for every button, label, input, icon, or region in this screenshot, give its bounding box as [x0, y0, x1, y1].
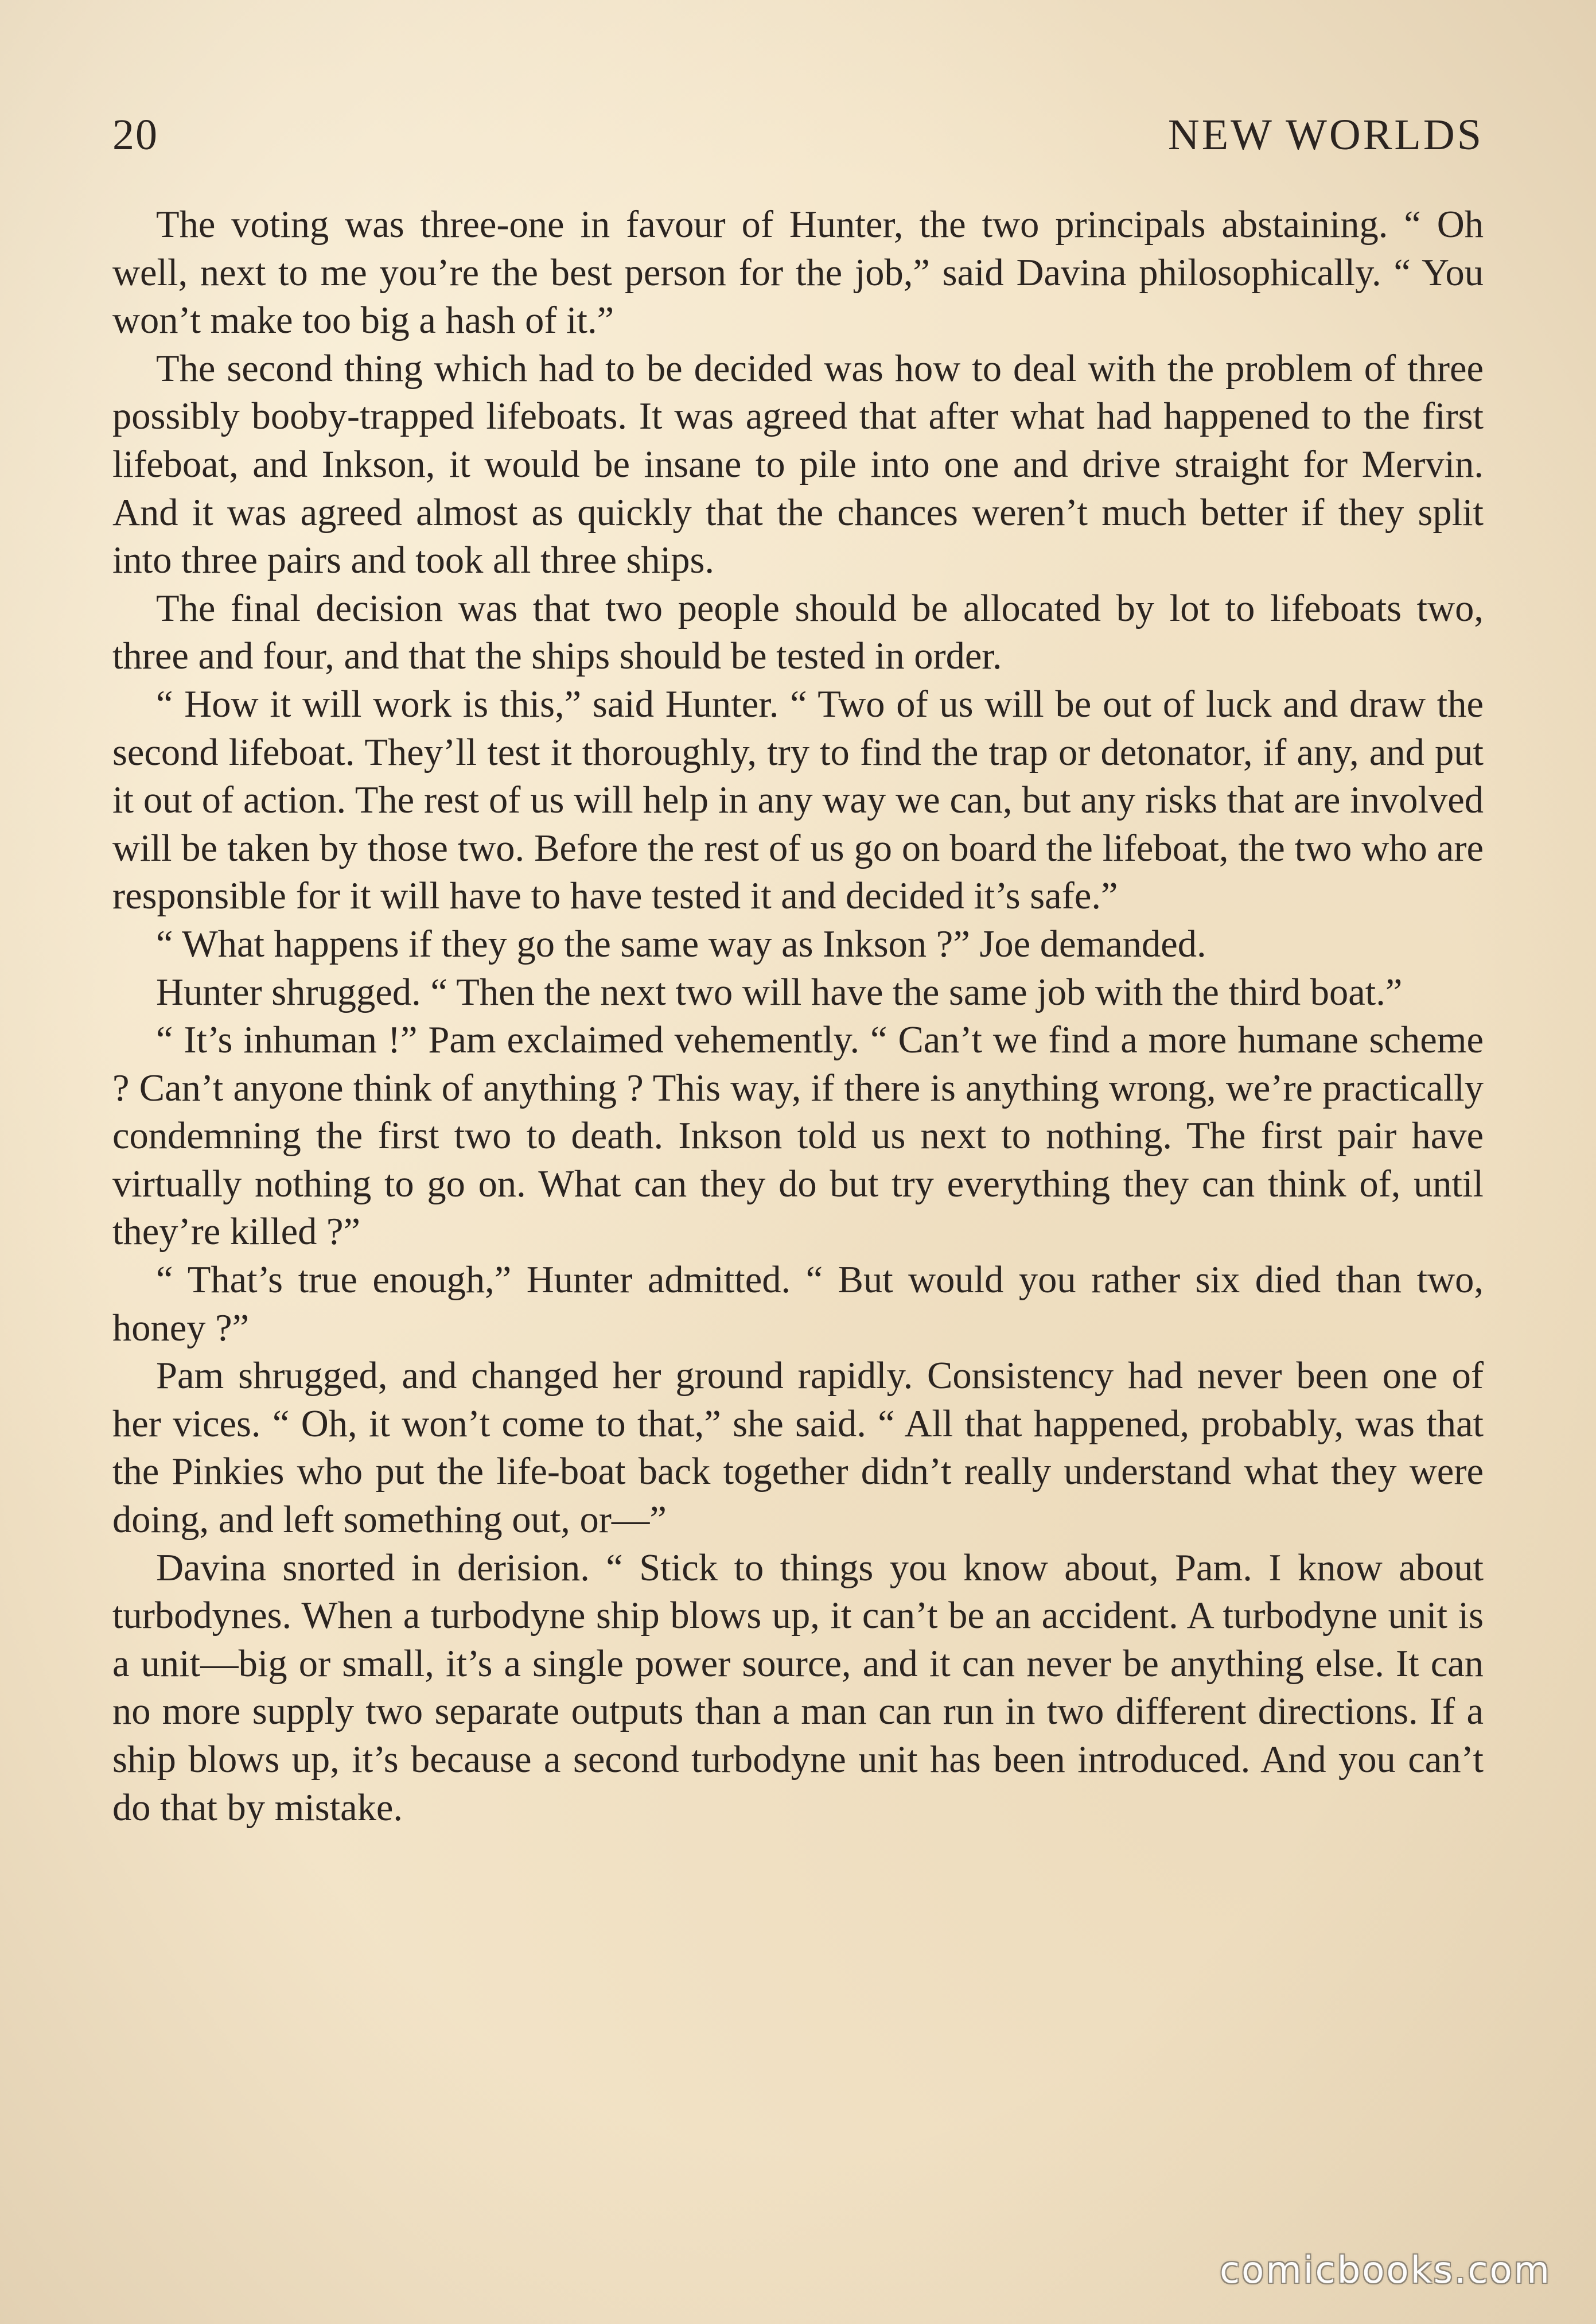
paragraph: Pam shrugged, and changed her ground rapidly. Consistency had never been one of her vices. “ Oh, it won’t come to that,” she said. “ All that happened, probably, was that the Pinkies who put the life-boat back together didn’t really understand what they were doing, and left something out, or—” [112, 1355, 1484, 1541]
paragraph: “ That’s true enough,” Hunter admitted. “ But would you rather six died than two, honey ?” [112, 1259, 1484, 1349]
paragraph: “ What happens if they go the same way as Inkson ?” Joe demanded. [156, 923, 1206, 965]
paragraph: Hunter shrugged. “ Then the next two will have the same job with the third boat.” [156, 971, 1403, 1013]
paragraph: The final decision was that two people should be allocated by lot to lifeboats two, three and four, and that the ships should be tested in order. [112, 587, 1484, 678]
running-head [112, 103, 1484, 166]
running-title: NEW WORLDS [1167, 111, 1484, 159]
paragraph: The second thing which had to be decided was how to deal with the problem of three possibly booby-trapped lifeboats. It was agreed that after what had happened to the first lifeboat, and Inkson, it would be insane to pile into one and drive straight for Mervin. And it was agreed almost as quickly that the chances weren’t much better if they split into three pairs and took all three ships. [112, 347, 1484, 582]
watermark: comicbooks.com [1219, 2249, 1551, 2292]
paragraph: The voting was three-one in favour of Hunter, the two principals abstaining. “ Oh well, next to me you’re the best person for the job,” said Davina philosophically. “ You won’t make too big a hash of it.” [112, 204, 1484, 342]
paragraph: Davina snorted in derision. “ Stick to things you know about, Pam. I know about turbodynes. When a turbodyne ship blows up, it can’t be an accident. A turbodyne unit is a unit—big or small, it’s a single power source, and it can never be anything else. It can no more supply two separate outputs than a man can run in two different directions. If a ship blows up, it’s because a second turbodyne unit has been introduced. And you can’t do that by mistake. [112, 1546, 1484, 1829]
paragraph: “ It’s inhuman !” Pam exclaimed vehemently. “ Can’t we find a more humane scheme ? Can’t anyone think of anything ? This way, if there is anything wrong, we’re practically condemning the first two to death. Inkson told us next to nothing. The first pair have virtually nothing to go on. What can they do but try everything they can think of, until they’re killed ?” [112, 1019, 1484, 1253]
body-text [112, 201, 1484, 1832]
page-number: 20 [112, 111, 158, 159]
book-page [112, 103, 1484, 2272]
paragraph: “ How it will work is this,” said Hunter. “ Two of us will be out of luck and draw the second lifeboat. They’ll test it thoroughly, try to find the trap or detonator, if any, and put it out of action. The rest of us will help in any way we can, but any risks that are involved will be taken by those two. Before the rest of us go on board the lifeboat, the two who are responsible for it will have to have tested it and decided it’s safe.” [112, 683, 1484, 918]
